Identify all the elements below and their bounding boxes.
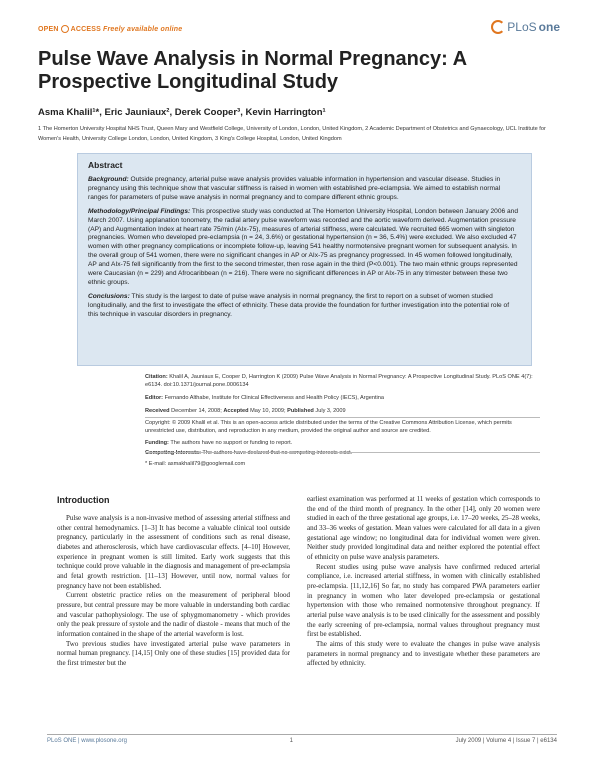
body-column-right [307, 495, 540, 669]
published-label: Published [287, 407, 314, 414]
logo-plos: PLoS [507, 20, 537, 34]
paragraph: The aims of this study were to evaluate the changes in pulse wave analysis parameters in normal pregnancy and to investigate whether these parameters are affected by ethnicity. [307, 639, 540, 668]
conclusions-label: Conclusions: [88, 292, 130, 300]
background-text: Outside pregnancy, arterial pulse wave analysis provides valuable information in hypertension and vascular disease. Studies in pregnancy using this technique show that vascular stiffness is raised in women with established pre-eclampsia. We aimed to establish normal ranges for parameters of pulse wave analysis in normal pregnancy and to compare different ethnic groups. [88, 176, 501, 201]
logo-one: one [538, 20, 560, 34]
corresponding-email: * E-mail: asmakhalil79@googlemail.com [145, 460, 246, 467]
abstract-methods [88, 208, 521, 288]
methods-label: Methodology/Principal Findings: [88, 207, 191, 215]
background-label: Background: [88, 176, 129, 183]
abstract-background [88, 176, 521, 203]
copyright: Copyright: © 2009 Khalil et al. This is an open-access article distributed under the terms of the Creative Commons Attribution License, which permits unrestricted use, distribution, and reproduction in any medium, provided the original author and source are credited. [145, 420, 512, 434]
accepted-date: May 10, 2009; [248, 407, 288, 414]
freely-available-label: Freely available online [103, 25, 183, 33]
meta-divider [145, 417, 540, 418]
article-title: Pulse Wave Analysis in Normal Pregnancy: A Prospective Longitudinal Study [38, 48, 467, 93]
open-access-banner [38, 25, 182, 33]
published-date: July 3, 2009 [313, 407, 346, 414]
page-footer [47, 734, 557, 744]
plos-swirl-icon [491, 20, 505, 34]
received-label: Received [145, 407, 170, 414]
paragraph: Recent studies using pulse wave analysis have confirmed reduced arterial compliance, i.e. increased arterial stiffness, in women with clinically established pre-eclampsia. [11,12,16] So far, no study has compared PWA parameters earlier in pregnancy in women who later developed pre-eclampsia or gestational hypertension with those who remained normotensive throughout pregnancy. If arterial pulse wave analysis is to be used clinically for the assessment and possibly the early screening of pre-eclampsia, normal values throughout pregnancy must first be established. [307, 562, 540, 639]
abstract-heading: Abstract [88, 160, 123, 170]
received-date: December 14, 2008; [169, 407, 224, 414]
methods-text: This prospective study was conducted at The Homerton University Hospital, London between January 2006 and March 2007. Using applanation tonometry, the radial artery pulse waveform was recorded and the aortic waveform derived. Augmentation pressure (AP) and Augmentation Index at heart rate 75/min (AIx-75), measures of arterial stiffness, were calculated. We recruited 665 women with singleton pregnancies. Women who developed pre-eclampsia (n = 24, 3.6%) or gestational hypertension (n = 36, 5.4%) were excluded. We also excluded 47 women with other pregnancy complications or incomplete follow-up, leaving 541 healthy normotensive pregnant women for subsequent analysis. In the overall group of 541 women, there were no significant changes in AP or AIx-75 as pregnancy progressed. In 45 women followed longitudinally, AP and AIx-75 fell significantly from the first to the second trimester, then rose again in the third (P<0.001). The two main ethnic groups represented were Caucasian (n = 229) and Afrocaribbean (n = 216). There were no significant differences in AP or AIx-75 in any trimester between these two ethnic groups. [88, 207, 519, 286]
body-column-left [57, 514, 290, 669]
citation [145, 374, 540, 389]
footer-journal: PLoS ONE | www.plosone.org [47, 738, 127, 744]
meta-divider [145, 452, 540, 453]
paragraph: Two previous studies have investigated arterial pulse wave parameters in normal human pregnancy. [14,15] Only one of these studies [15] provided data for the first trimester but the [57, 639, 290, 667]
funding-label: Funding: [145, 439, 169, 446]
editor [145, 395, 540, 403]
affiliations: 1 The Homerton University Hospital NHS Trust, Queen Mary and Westfield College, University of London, London, United Kingdom, 2 Academic Department of Obstetrics and Gynaecology, UCL Institute for Women's Health, University College London, London, United Kingdom, 3 King's College Hospital, London, United Kingdom [38, 126, 546, 142]
author-list: Asma Khalil¹*, Eric Jauniaux², Derek Cooper³, Kevin Harrington¹ [38, 107, 326, 118]
paragraph: earliest examination was performed at 11 weeks of gestation which corresponds to the end of the third month of pregnancy. In the other [14], only 20 women were studied in each of the three gestational age groups, i.e. 17–20 weeks, 25–28 weeks, and 33–36 weeks of gestation. Mean values were calculated for all data in a given gestational age window; no longitudinal data for individual women were given. Neither study provided longitudinal data and neither explored the potential effect of ethnicity on pulse wave analysis parameters. [307, 495, 540, 561]
introduction-heading: Introduction [57, 495, 110, 505]
page-number: 1 [289, 738, 293, 744]
citation-text: Khalil A, Jauniaux E, Cooper D, Harrington K (2009) Pulse Wave Analysis in Normal Pregnancy: A Prospective Longitudinal Study. PLoS ONE 4(7): e6134. doi:10.1371/journal.pone.0006134 [145, 374, 533, 388]
article-metadata [145, 374, 540, 471]
competing-text: The authors have declared that no competing interests exist. [200, 450, 353, 457]
dates [145, 408, 540, 416]
footer-issue: July 2009 | Volume 4 | Issue 7 | e6134 [455, 738, 557, 744]
editor-label: Editor: [145, 395, 164, 402]
abstract-box [77, 153, 532, 366]
paragraph: Pulse wave analysis is a non-invasive method of assessing arterial stiffness and other central hemodynamics. [1–3] It has become a valuable clinical tool outside pregnancy, particularly in the assessment of conditions such as renal disease, diabetes and atherosclerosis, which have cardiovascular effects. [4–10] However, experience in pregnant women is still limited. Early work suggests that this technique could prove valuable in the diagnosis and management of pre-eclampsia and fetal growth restriction. [11–13] However, until now, normal values for pregnancy have not been established. [57, 514, 290, 590]
access-label: ACCESS [70, 25, 102, 33]
conclusions-text: This study is the largest to date of pulse wave analysis in normal pregnancy, the first to report on a subset of women studied longitudinally, and the first to investigate the effect of ethnicity. These data provide the foundation for further investigation into the potential role of this technique in vascular disorders in pregnancy. [88, 292, 510, 318]
abstract-conclusions [88, 293, 521, 320]
funding-text: The authors have no support or funding to report. [168, 439, 293, 446]
funding [145, 440, 540, 448]
competing-label: Competing Interests: [145, 450, 201, 457]
editor-text: Fernando Althabe, Institute for Clinical Effectiveness and Health Policy (IECS), Argentina [163, 395, 384, 402]
open-label: OPEN [38, 25, 59, 33]
open-access-lock-icon [61, 25, 69, 33]
plos-one-logo [491, 20, 560, 34]
citation-label: Citation: [145, 374, 168, 380]
accepted-label: Accepted [223, 407, 249, 414]
paragraph: Current obstetric practice relies on the measurement of peripheral blood pressure, but central pressure may be more valuable in understanding both cardiac and vascular pathophysiology. The use of sphygmomanometry - which provides only the peak pressure of systole and the nadir of diastole - means that much of the information contained in the shape of the arterial waveform is lost. [57, 591, 290, 638]
